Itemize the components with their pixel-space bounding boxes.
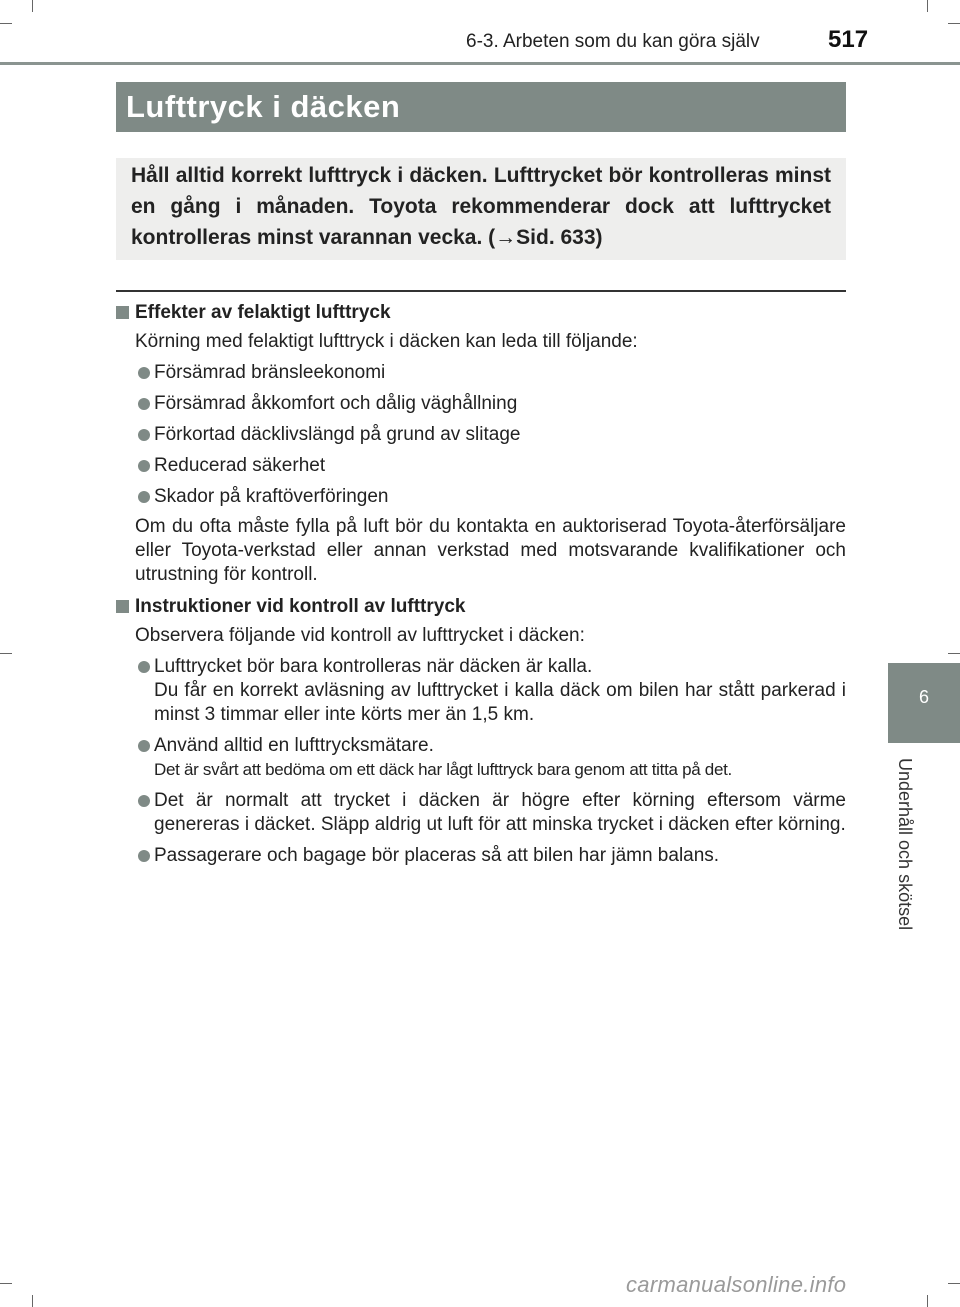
list-item-detail: Det är svårt att bedöma om ett däck har lågt lufttryck bara genom att titta på det. bbox=[154, 760, 732, 779]
crop-mark bbox=[948, 1283, 960, 1284]
content-body bbox=[116, 300, 846, 868]
list-item bbox=[116, 485, 846, 509]
list-item bbox=[116, 844, 846, 868]
section-heading bbox=[116, 594, 846, 622]
intro-text: Håll alltid korrekt lufttryck i däcken. Lufttrycket bör kontrolleras minst en gång i månaden. Toyota rekommenderar dock att lufttrycket kontrolleras minst varannan vecka. (→Sid. 633) bbox=[131, 164, 831, 249]
list-item-text: Försämrad bränsleekonomi bbox=[154, 362, 386, 383]
square-bullet-icon bbox=[116, 600, 129, 613]
circle-bullet-icon bbox=[138, 460, 150, 472]
header-divider bbox=[0, 62, 960, 65]
crop-mark bbox=[32, 1295, 33, 1307]
intro-box bbox=[116, 158, 846, 260]
section-heading-text: Effekter av felaktigt lufttryck bbox=[135, 302, 391, 323]
circle-bullet-icon bbox=[138, 661, 150, 673]
section-lead: Observera följande vid kontroll av lufttrycket i däcken: bbox=[135, 625, 585, 646]
title-bar bbox=[116, 82, 846, 132]
chapter-number: 6 bbox=[918, 687, 929, 707]
section-lead: Körning med felaktigt lufttryck i däcken kan leda till följande: bbox=[135, 331, 638, 352]
circle-bullet-icon bbox=[138, 367, 150, 379]
chapter-label: Underhåll och skötsel bbox=[895, 758, 915, 931]
list-item bbox=[116, 423, 846, 447]
crop-mark bbox=[927, 0, 928, 12]
section-divider bbox=[116, 290, 846, 292]
list-item-text: Det är normalt att trycket i däcken är högre efter körning eftersom värme genereras i däcket. Släpp aldrig ut luft för att minska trycket i däcken efter körning. bbox=[154, 790, 846, 835]
crop-mark bbox=[948, 653, 960, 654]
list-item bbox=[116, 789, 846, 837]
list-item bbox=[116, 454, 846, 478]
circle-bullet-icon bbox=[138, 740, 150, 752]
list-item-text: Reducerad säkerhet bbox=[154, 455, 326, 476]
circle-bullet-icon bbox=[138, 491, 150, 503]
list-item-text: Försämrad åkkomfort och dålig väghållning bbox=[154, 393, 518, 414]
section-heading-text: Instruktioner vid kontroll av lufttryck bbox=[135, 596, 466, 617]
list-item-text: Lufttrycket bör bara kontrolleras när däcken är kalla. bbox=[154, 656, 593, 677]
list-item-text: Använd alltid en lufttrycksmätare. bbox=[154, 735, 434, 756]
crop-mark bbox=[32, 0, 33, 12]
crop-mark bbox=[0, 653, 12, 654]
crop-mark bbox=[0, 23, 12, 24]
page-title: Lufttryck i däcken bbox=[126, 89, 401, 124]
section-header: 6-3. Arbeten som du kan göra själv bbox=[466, 31, 760, 52]
circle-bullet-icon bbox=[138, 795, 150, 807]
list-item bbox=[116, 734, 846, 782]
list-item-text: Förkortad däcklivslängd på grund av slitage bbox=[154, 424, 521, 445]
list-item-detail: Du får en korrekt avläsning av lufttrycket i kalla däck om bilen har stått parkerad i minst 3 timmar eller inte körts mer än 1,5 km. bbox=[154, 680, 846, 725]
list-item bbox=[116, 392, 846, 416]
circle-bullet-icon bbox=[138, 398, 150, 410]
list-item-text: Skador på kraftöverföringen bbox=[154, 486, 389, 507]
circle-bullet-icon bbox=[138, 850, 150, 862]
circle-bullet-icon bbox=[138, 429, 150, 441]
chapter-tab bbox=[888, 663, 960, 743]
list-item-text: Passagerare och bagage bör placeras så att bilen har jämn balans. bbox=[154, 845, 720, 866]
section-note: Om du ofta måste fylla på luft bör du kontakta en auktoriserad Toyota-återförsäljare eller Toyota-verkstad eller annan verkstad med motsvarande kvalifikationer och utrustning för kontroll. bbox=[135, 516, 846, 585]
list-item bbox=[116, 655, 846, 727]
page-number: 517 bbox=[828, 26, 869, 53]
list-item bbox=[116, 361, 846, 385]
crop-mark bbox=[927, 1295, 928, 1307]
crop-mark bbox=[0, 1283, 12, 1284]
section-heading bbox=[116, 300, 846, 328]
crop-mark bbox=[948, 23, 960, 24]
square-bullet-icon bbox=[116, 306, 129, 319]
watermark: carmanualsonline.info bbox=[626, 1272, 847, 1297]
